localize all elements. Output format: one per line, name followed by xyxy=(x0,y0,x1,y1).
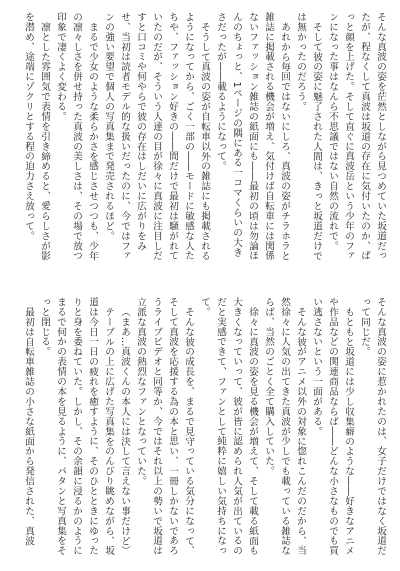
upper-paragraph: そして彼の姿に魅了された人間は、きっと坂道だけでは無かったのだろう。 xyxy=(295,12,322,261)
lower-paragraph: そんな彼がアニメ以外の対象に惚れこんだのだから、当然徐々に人気の出てきた真波が少しでも載っている雑誌ならば、当然のごとく全て購入していた。 xyxy=(263,297,306,556)
upper-paragraph: あれから毎回ではないにしろ、真波の姿がチラホラと雑誌に掲載される機会が増え、気付けば自転車には関係ないファッション雑誌の紙面にも――最初の頃は勿論ほんのちょっと、1ページの隅にある一コマくらいの大きさだったが――載るようになって。 xyxy=(215,12,290,261)
lower-paragraph: （まあ…真波くんの本人には決して言えない事だけど） xyxy=(119,306,130,556)
lower-paragraph: 徐々に真波の姿を見る機会が増えて、そして載る紙面も大きくなっていって、彼が皆に認められ人気が出ているのだと実感できて、ファンとして純粋に嬉しい気持ちになって。 xyxy=(199,297,258,556)
upper-paragraph: まるで少女のような柔らかさを感じさせつつも、少年の凛々しさを併せ持った真波の美しさは、その場で放つ印象で凄くよく変わる。 xyxy=(55,12,98,261)
upper-paragraph: そうして真波の姿が自転車以外の雑誌にも掲載されるようになってから、ごく一部の――モードに敏感な人たちや、ファッション好きの――間だけで最初は騒がれていたのだが、そういう人達の目が徐々に真波に注目しだすと口コミや何やらで彼の存在はしだいに広がりをみせ、当初は読者モデル的な扱いだったのに、今ではファンの強い要望で個人の写真集まで発売されるほど。 xyxy=(103,12,210,261)
upper-paragraph: そんな真波の姿を茫然としながら見つめていた坂道だったが、程なくして真波は坂道の存在に気付いたのか、ぱっと顔を上げた。そして直ぐに真波岳という少年のファンになった事はなんら不思議ではない自然の流れで。 xyxy=(327,12,386,261)
lower-paragraph: もともと坂道には少し収集癖のような――好きなアニメや作品などの関連商品ならば――どんな小さなものでも買い逃さないという一面がある。 xyxy=(311,297,354,556)
lower-paragraph: そんな真波の姿に惹かれたのは、女子だけではなく坂道だって同じだ。 xyxy=(359,297,386,556)
upper-paragraph: 凛とした雰囲気で表情を引き締めると、愛らしさが影を潜め、途端にゾクリとする程の迫力さえ放って。 xyxy=(23,12,50,261)
lower-paragraph: そんな彼の成長を、まるで見守っている気分になって、そして真波を応援する為の本と思い、一冊しかないであろうライブビデオと同等か、今ではそれ以上の勢いで坂道は立派な真波の熱烈なファンとなっていた。 xyxy=(135,297,194,556)
lower-text-block xyxy=(2,297,388,559)
lower-paragraph: 最初は自転車雑誌の小さな紙面から発信された、真波 xyxy=(23,306,34,546)
lower-paragraph: テーブルの上に広げた写真集をのんびり眺めながら、坂道は今日一日の疲れを癒すように、そのひとときにゆったりと身を委ねていた。しかし、その余韻に浸るかのようにまるで何かの表情の本を見るように、パタンと写真集をそっと閉じる。 xyxy=(39,297,114,556)
upper-text-block xyxy=(2,12,388,266)
